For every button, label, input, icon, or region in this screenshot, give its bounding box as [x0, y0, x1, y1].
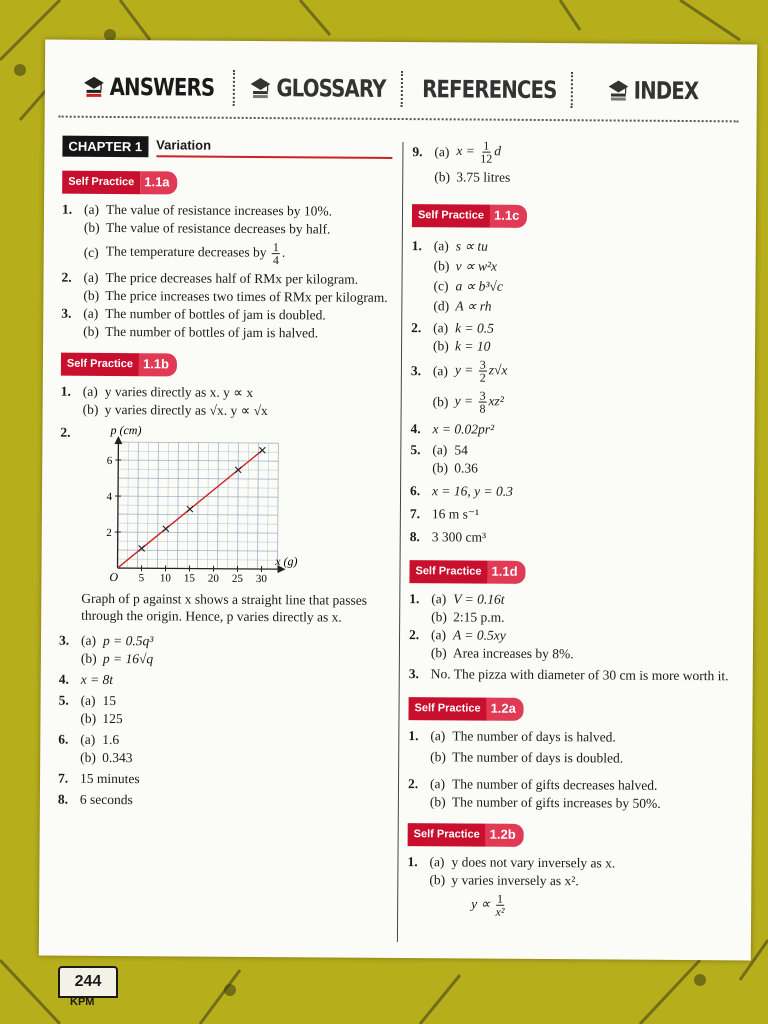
self-practice-number: 1.1d: [487, 561, 525, 584]
answer-text: y varies directly as x. y ∝ x: [104, 383, 254, 400]
answer-1b-5: 5. (a) 15: [59, 692, 389, 711]
fraction-denominator: x²: [495, 904, 505, 919]
answer-page: [39, 40, 757, 961]
answer-text: The price decreases half of RMx per kilogram.: [105, 269, 359, 287]
y-axis-arrow-icon: [114, 436, 122, 444]
answer-text: y does not vary inversely as x.: [451, 854, 616, 871]
answer-text: y varies directly as √x. y ∝ √x: [104, 401, 268, 419]
answer-text: The number of days is doubled.: [452, 749, 624, 766]
answer-1d-2b: (b) Area increases by 8%.: [409, 644, 739, 663]
answer-2a-2: 2. (a) The number of gifts decreases halved.: [408, 775, 738, 794]
answer-1c-2b: (b) k = 10: [433, 338, 491, 354]
y-axis: [118, 442, 119, 568]
answer-text: xz²: [488, 393, 504, 409]
answer-text: x = 0.02pr²: [432, 421, 495, 437]
grid-line: [118, 532, 278, 533]
answer-1b: (b) The value of resistance decreases by half.: [62, 219, 392, 238]
graph-point: [259, 447, 265, 453]
answer-text: v ∝ w²x: [455, 258, 498, 274]
answer-text: Graph of p against x shows a straight line that passes through the origin. Hence, p varies directly as x.: [81, 590, 368, 625]
answer-1b-7: 7. 15 minutes: [58, 770, 388, 789]
answer-text: 54: [454, 442, 468, 458]
x-tick-label: 20: [207, 572, 219, 585]
answer-text: k = 0.5: [455, 320, 494, 336]
nav-dotted-rule: [59, 116, 739, 123]
grid-line: [118, 478, 278, 479]
answer-text: z√x: [488, 362, 508, 378]
nav-answers[interactable]: [80, 67, 218, 108]
answer-text: 6 seconds: [79, 791, 133, 808]
p-against-x-graph: [89, 422, 298, 587]
fraction-numerator: 3: [479, 388, 486, 403]
self-practice-1-1a-tag: [62, 171, 178, 195]
answer-1b-4: 4. x = 8t: [58, 671, 114, 688]
answer-1c-6: 6. x = 16, y = 0.3: [410, 483, 513, 499]
answer-1b-6: 6. (a) 1.6: [58, 731, 388, 750]
x-tick-label: 10: [159, 572, 171, 585]
answer-1a-9: 9. (a) x = $\frac{1}{12}$ d: [412, 138, 502, 166]
answer-text: x =: [456, 142, 475, 159]
graph-grid: [118, 442, 279, 569]
y-tick-label: 4: [106, 490, 113, 504]
answer-text: y ∝: [471, 896, 491, 912]
y-tick-label: 6: [106, 454, 113, 468]
answer-1c-1c: (c) a ∝ b³√c: [433, 278, 503, 294]
answer-1c-1: 1. (a) s ∝ tu: [411, 238, 488, 254]
answer-text: x = 8t: [80, 671, 114, 688]
self-practice-label: Self Practice: [61, 353, 139, 377]
self-practice-number: 1.1b: [139, 353, 177, 376]
graph-ticks: [106, 455, 268, 585]
nav-references-label: REFERENCES: [422, 75, 557, 105]
answer-text: The value of resistance decreases by half.: [105, 219, 331, 237]
answer-text: No. The pizza with diameter of 30 cm is more worth it.: [430, 666, 729, 684]
fraction: [479, 359, 487, 384]
answer-text: Area increases by 8%.: [452, 645, 574, 662]
answer-2a-1b: (b) The number of days is doubled.: [408, 748, 738, 767]
nav-answers-label: ANSWERS: [109, 72, 215, 102]
page-footer: [58, 966, 118, 1012]
fraction-denominator: 4: [272, 253, 279, 268]
answer-text: The number of gifts decreases halved.: [451, 776, 658, 793]
answer-text: p = 0.5q³: [102, 632, 154, 649]
x-tick-label: 25: [231, 572, 243, 585]
section-navigation: [65, 64, 737, 115]
answer-1c-7: 7. 16 m s⁻¹: [410, 505, 740, 524]
fraction-numerator: 1: [272, 240, 279, 255]
nav-glossary-label: GLOSSARY: [276, 74, 386, 103]
answer-1c-1d: (d) A ∝ rh: [433, 298, 492, 314]
chapter-header: [62, 136, 392, 159]
answer-1b-8: 8. 6 seconds: [58, 791, 388, 810]
nav-divider: [571, 72, 573, 108]
answer-1b-3: 3. (a) p = 0.5q³: [58, 632, 154, 649]
answer-text: 1.6: [102, 731, 120, 748]
answer-2a-1: 1. (a) The number of days is halved.: [408, 727, 738, 746]
self-practice-label: Self Practice: [412, 204, 490, 228]
answer-text: k = 10: [455, 338, 491, 354]
fraction: [478, 390, 486, 415]
self-practice-number: 1.1c: [490, 205, 527, 228]
x-tick-label: 15: [183, 572, 195, 585]
answer-1d-3: 3. No. The pizza with diameter of 30 cm is more worth it.: [409, 665, 739, 684]
answer-text: a ∝ b³√c: [455, 278, 503, 294]
answer-1c-8: 8. 3 300 cm³: [410, 528, 740, 547]
answer-1: 1. (a) The value of resistance increases by 10%.: [62, 201, 392, 220]
self-practice-1-1c-tag: [412, 204, 528, 228]
grid-line: [118, 442, 278, 443]
column-divider: [397, 142, 404, 942]
publisher-logo: KPM: [70, 996, 95, 1008]
answer-1c-4: 4. x = 0.02pr²: [410, 421, 495, 437]
answer-text: The number of bottles of jam is doubled.: [105, 305, 326, 323]
answer-text: s ∝ tu: [455, 238, 488, 254]
answer-text: The price increases two times of RMx per kilogram.: [105, 287, 388, 305]
grid-line: [118, 514, 278, 515]
answer-text: 16 m s⁻¹: [431, 506, 480, 522]
answer-text: 3 300 cm³: [431, 529, 487, 545]
right-column: [407, 138, 742, 920]
fraction: [272, 241, 280, 266]
answer-text: 15: [102, 692, 117, 709]
answer-text: y varies inversely as x².: [451, 872, 579, 889]
answer-1d-1: 1. (a) V = 0.16t: [409, 591, 505, 607]
answer-1d-1b: (b) 2:15 p.m.: [409, 608, 739, 627]
answer-text: V = 0.16t: [453, 591, 505, 607]
answer-1b-1b: (b) y varies directly as √x. y ∝ √x: [61, 401, 391, 420]
grid-line: [118, 550, 278, 551]
answer-1b-2-text: [59, 590, 389, 626]
grid-line: [118, 460, 278, 461]
graduation-cap-icon: [607, 77, 629, 103]
answer-text: The temperature decreases by: [105, 243, 267, 260]
nav-divider: [233, 70, 235, 106]
fraction: [480, 140, 492, 165]
answer-text: 125: [102, 710, 123, 727]
nav-references[interactable]: [418, 69, 556, 110]
answer-1a-9b: (b) 3.75 litres: [412, 168, 742, 187]
answer-text: A = 0.5xy: [453, 627, 506, 643]
answer-1b-1: 1. (a) y varies directly as x. y ∝ x: [61, 383, 391, 402]
self-practice-1-2a-tag: [408, 697, 524, 721]
self-practice-1-2b-tag: [408, 823, 524, 847]
self-practice-1-1d-tag: [409, 560, 525, 584]
fraction-numerator: 1: [483, 138, 490, 153]
answer-1b-2: 2. p (cm) x (g) O 5 10 15 20 25 30 2 4 6: [59, 424, 390, 588]
fraction: [495, 893, 504, 918]
self-practice-label: Self Practice: [408, 823, 486, 847]
answer-1c-2: 2. (a) k = 0.5: [411, 320, 494, 336]
grid-line: [118, 496, 278, 497]
self-practice-label: Self Practice: [408, 697, 486, 721]
answer-2b-1b: (b) y varies inversely as x².: [407, 871, 737, 890]
answer-text: The number of gifts increases by 50%.: [451, 794, 661, 811]
answer-1c-5: 5. (a) 54: [410, 441, 740, 460]
answer-1b-6b: (b) 0.343: [58, 749, 388, 768]
answer-text: The value of resistance increases by 10%.: [105, 201, 333, 219]
answer-3b: (b) The number of bottles of jam is halved.: [61, 323, 391, 342]
origin-label: O: [109, 569, 119, 585]
nav-index-label: INDEX: [633, 76, 699, 106]
self-practice-label: Self Practice: [62, 171, 140, 195]
self-practice-number: 1.2a: [487, 698, 524, 721]
left-column: [58, 136, 393, 811]
answer-text: A ∝ rh: [455, 298, 492, 314]
answer-2b-1: 1. (a) y does not vary inversely as x.: [407, 853, 737, 872]
page-number: 244: [58, 966, 118, 998]
nav-divider: [401, 71, 403, 107]
answer-text: 0.343: [102, 749, 133, 766]
answer-text: 0.36: [454, 460, 478, 476]
graduation-cap-icon: [250, 75, 272, 101]
x-axis-label: x (g): [275, 554, 298, 569]
answer-2a-2b: (b) The number of gifts increases by 50%.: [408, 793, 738, 812]
answer-2b-1b-formula: [407, 892, 737, 919]
fraction-numerator: 1: [497, 891, 504, 906]
nav-index[interactable]: [587, 70, 718, 111]
fraction-denominator: 12: [480, 151, 493, 166]
answer-text: x = 16, y = 0.3: [432, 483, 513, 499]
answer-2b: (b) The price increases two times of RMx per kilogram.: [61, 287, 391, 306]
chapter-title: Variation: [156, 136, 392, 159]
x-tick-label: 5: [138, 572, 145, 585]
fraction-numerator: 3: [479, 357, 486, 372]
answer-text: 2:15 p.m.: [453, 609, 505, 625]
answer-text: 15 minutes: [79, 770, 140, 787]
self-practice-number: 1.1a: [140, 171, 177, 194]
answer-1b-3b: (b) p = 16√q: [80, 650, 154, 667]
answer-1c-5b: (b) 0.36: [410, 459, 740, 478]
answer-1c-3: 3. (a) y = $\frac{3}{2}$ z√x: [410, 357, 508, 385]
fraction-denominator: 2: [479, 370, 486, 385]
chapter-label: CHAPTER 1: [62, 136, 148, 158]
answer-3: 3. (a) The number of bottles of jam is doubled.: [61, 305, 391, 324]
y-tick-label: 2: [106, 526, 112, 540]
y-axis-label: p (cm): [110, 422, 142, 438]
answer-text: The number of days is halved.: [452, 728, 616, 745]
answer-text: The number of bottles of jam is halved.: [105, 323, 319, 341]
answer-text: y =: [454, 361, 474, 378]
fraction-denominator: 8: [479, 401, 486, 416]
answer-1c: (c) The temperature decreases by $\frac{1}{4}$ .: [83, 240, 286, 268]
answer-1d-2: 2. (a) A = 0.5xy: [409, 627, 506, 643]
answer-1c-1b: (b) v ∝ w²x: [433, 258, 498, 274]
answer-text: y =: [454, 392, 474, 409]
self-practice-number: 1.2b: [486, 824, 524, 847]
nav-glossary[interactable]: [250, 68, 386, 109]
answer-text: p = 16√q: [102, 650, 154, 667]
self-practice-label: Self Practice: [409, 560, 487, 584]
answer-1b-5b: (b) 125: [58, 710, 388, 729]
x-tick-label: 30: [255, 573, 267, 586]
answer-2: 2. (a) The price decreases half of RMx per kilogram.: [61, 269, 391, 288]
answer-text: 3.75 litres: [456, 169, 511, 185]
answer-text: d: [494, 143, 502, 159]
self-practice-1-1b-tag: [61, 353, 177, 377]
graduation-cap-icon: [83, 74, 105, 100]
answer-1c-3b: (b) y = $\frac{3}{8}$ xz²: [432, 388, 504, 416]
